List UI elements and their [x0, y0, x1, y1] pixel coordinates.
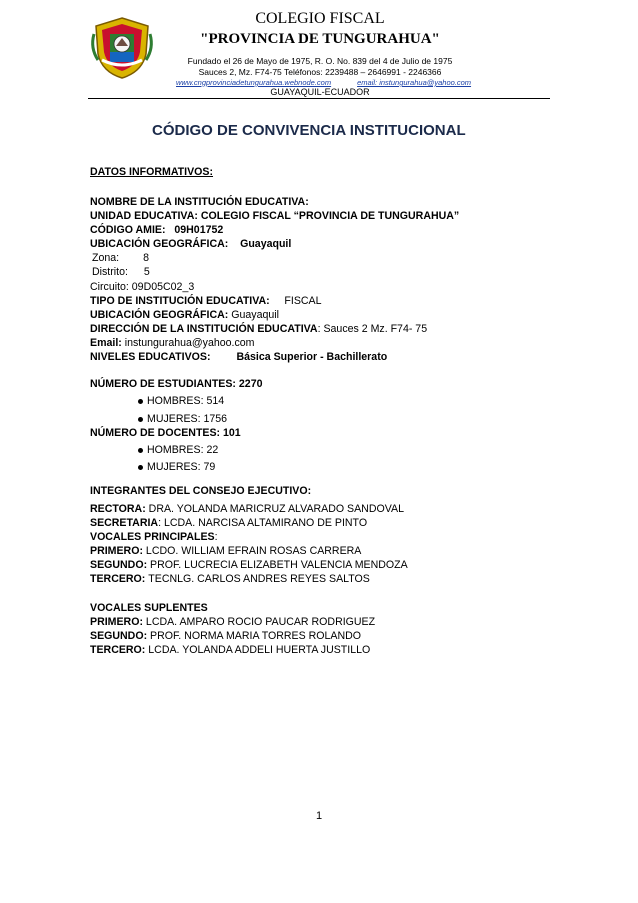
ubicacion2-line [90, 308, 279, 322]
suplente-2-label: SEGUNDO: [90, 630, 148, 642]
tipo-line [90, 294, 322, 308]
rectora-value: DRA. YOLANDA MARICRUZ ALVARADO SANDOVAL [148, 503, 404, 515]
direccion-line [90, 322, 427, 336]
ubicacion-value: Guayaquil [240, 238, 292, 250]
zona-label: Zona: [92, 252, 120, 264]
unidad-line: UNIDAD EDUCATIVA: COLEGIO FISCAL “PROVINCIA DE TUNGURAHUA” [90, 210, 460, 222]
principales-heading [90, 530, 218, 544]
email-link[interactable]: email: instungurahua@yahoo.com [357, 78, 472, 87]
docentes-label: NÚMERO DE DOCENTES: 101 [90, 427, 241, 439]
direccion-value: : Sauces 2 Mz. F74- 75 [317, 323, 428, 335]
amie-label: CÓDIGO AMIE: [90, 224, 166, 236]
docentes-hombres: HOMBRES: 22 [147, 444, 219, 456]
school-crest-icon [88, 14, 156, 82]
principal-2-label: SEGUNDO: [90, 559, 148, 571]
nombre-label: NOMBRE DE LA INSTITUCIÓN EDUCATIVA: [90, 196, 309, 208]
suplente-3-label: TERCERO: [90, 644, 146, 656]
estudiantes-hombres: HOMBRES: 514 [147, 395, 225, 407]
suplente-2-value: PROF. NORMA MARIA TORRES ROLANDO [150, 630, 361, 642]
secretaria-label: SECRETARIA [90, 517, 159, 529]
founded-line: Fundado el 26 de Mayo de 1975, R. O. No. 839 del 4 de Julio de 1975 [187, 56, 453, 66]
contact-links [176, 78, 471, 87]
principal-3-line [90, 572, 370, 586]
document-title: CÓDIGO DE CONVIVENCIA INSTITUCIONAL [152, 122, 466, 139]
ubicacion2-value: Guayaquil [231, 309, 279, 321]
estudiantes-mujeres: MUJERES: 1756 [147, 413, 228, 425]
email-value: instungurahua@yahoo.com [124, 337, 255, 349]
tipo-label: TIPO DE INSTITUCIÓN EDUCATIVA: [90, 295, 270, 307]
distrito-line [92, 265, 150, 279]
suplente-1-line [90, 615, 375, 629]
suplente-3-value: LCDA. YOLANDA ADDELI HUERTA JUSTILLO [148, 644, 371, 656]
address-line: Sauces 2, Mz. F74-75 Teléfonos: 2239488 – 2646991 - 2246366 [198, 67, 442, 77]
rectora-label: RECTORA: [90, 503, 146, 515]
school-full-name: "PROVINCIA DE TUNGURAHUA" [200, 31, 440, 47]
email-label: Email: [90, 337, 122, 349]
email-line [90, 336, 254, 350]
niveles-value: Básica Superior - Bachillerato [236, 351, 388, 363]
estudiantes-label: NÚMERO DE ESTUDIANTES: 2270 [90, 378, 263, 390]
suplente-1-label: PRIMERO: [90, 616, 143, 628]
header-divider [88, 98, 550, 99]
docentes-mujeres: MUJERES: 79 [147, 461, 216, 473]
rectora-line [90, 502, 404, 516]
principal-1-value: LCDO. WILLIAM EFRAIN ROSAS CARRERA [145, 545, 362, 557]
secretaria-line [90, 516, 367, 530]
amie-line [90, 223, 223, 237]
principal-1-label: PRIMERO: [90, 545, 143, 557]
distrito-label: Distrito: [92, 266, 128, 278]
suplente-2-line [90, 629, 361, 643]
city-line: GUAYAQUIL-ECUADOR [270, 87, 370, 97]
principales-label: VOCALES PRINCIPALES [90, 531, 215, 543]
consejo-heading: INTEGRANTES DEL CONSEJO EJECUTIVO: [90, 485, 312, 497]
bullet-icon [138, 448, 143, 453]
suplente-1-value: LCDA. AMPARO ROCIO PAUCAR RODRIGUEZ [145, 616, 376, 628]
datos-heading: DATOS INFORMATIVOS: [90, 166, 214, 178]
tipo-value: FISCAL [284, 295, 322, 307]
bullet-icon [138, 465, 143, 470]
principal-3-label: TERCERO: [90, 573, 146, 585]
amie-value: 09H01752 [174, 224, 224, 236]
principal-3-value: TECNLG. CARLOS ANDRES REYES SALTOS [148, 573, 370, 585]
niveles-line [90, 350, 387, 364]
suplente-3-line [90, 643, 370, 657]
ubicacion-line [90, 237, 291, 251]
website-link[interactable]: www.cngprovinciadetungurahua.webnode.com [176, 78, 332, 87]
school-name: COLEGIO FISCAL [255, 10, 385, 27]
zona-value: 8 [143, 252, 149, 264]
direccion-label: DIRECCIÓN DE LA INSTITUCIÓN EDUCATIVA [90, 323, 318, 335]
niveles-label: NIVELES EDUCATIVOS: [90, 351, 211, 363]
distrito-value: 5 [143, 266, 150, 278]
bullet-icon [138, 399, 143, 404]
page-number: 1 [315, 810, 323, 822]
bullet-icon [138, 417, 143, 422]
ubicacion2-label: UBICACIÓN GEOGRÁFICA: [90, 309, 229, 321]
zona-line [92, 251, 149, 265]
principal-2-line [90, 558, 408, 572]
secretaria-value: : LCDA. NARCISA ALTAMIRANO DE PINTO [158, 517, 368, 529]
principal-1-line [90, 544, 361, 558]
ubicacion-label: UBICACIÓN GEOGRÁFICA: [90, 238, 229, 250]
principales-colon: : [214, 531, 218, 543]
suplentes-heading: VOCALES SUPLENTES [90, 602, 208, 614]
principal-2-value: PROF. LUCRECIA ELIZABETH VALENCIA MENDOZA [150, 559, 408, 571]
circuito-line: Circuito: 09D05C02_3 [90, 281, 195, 293]
